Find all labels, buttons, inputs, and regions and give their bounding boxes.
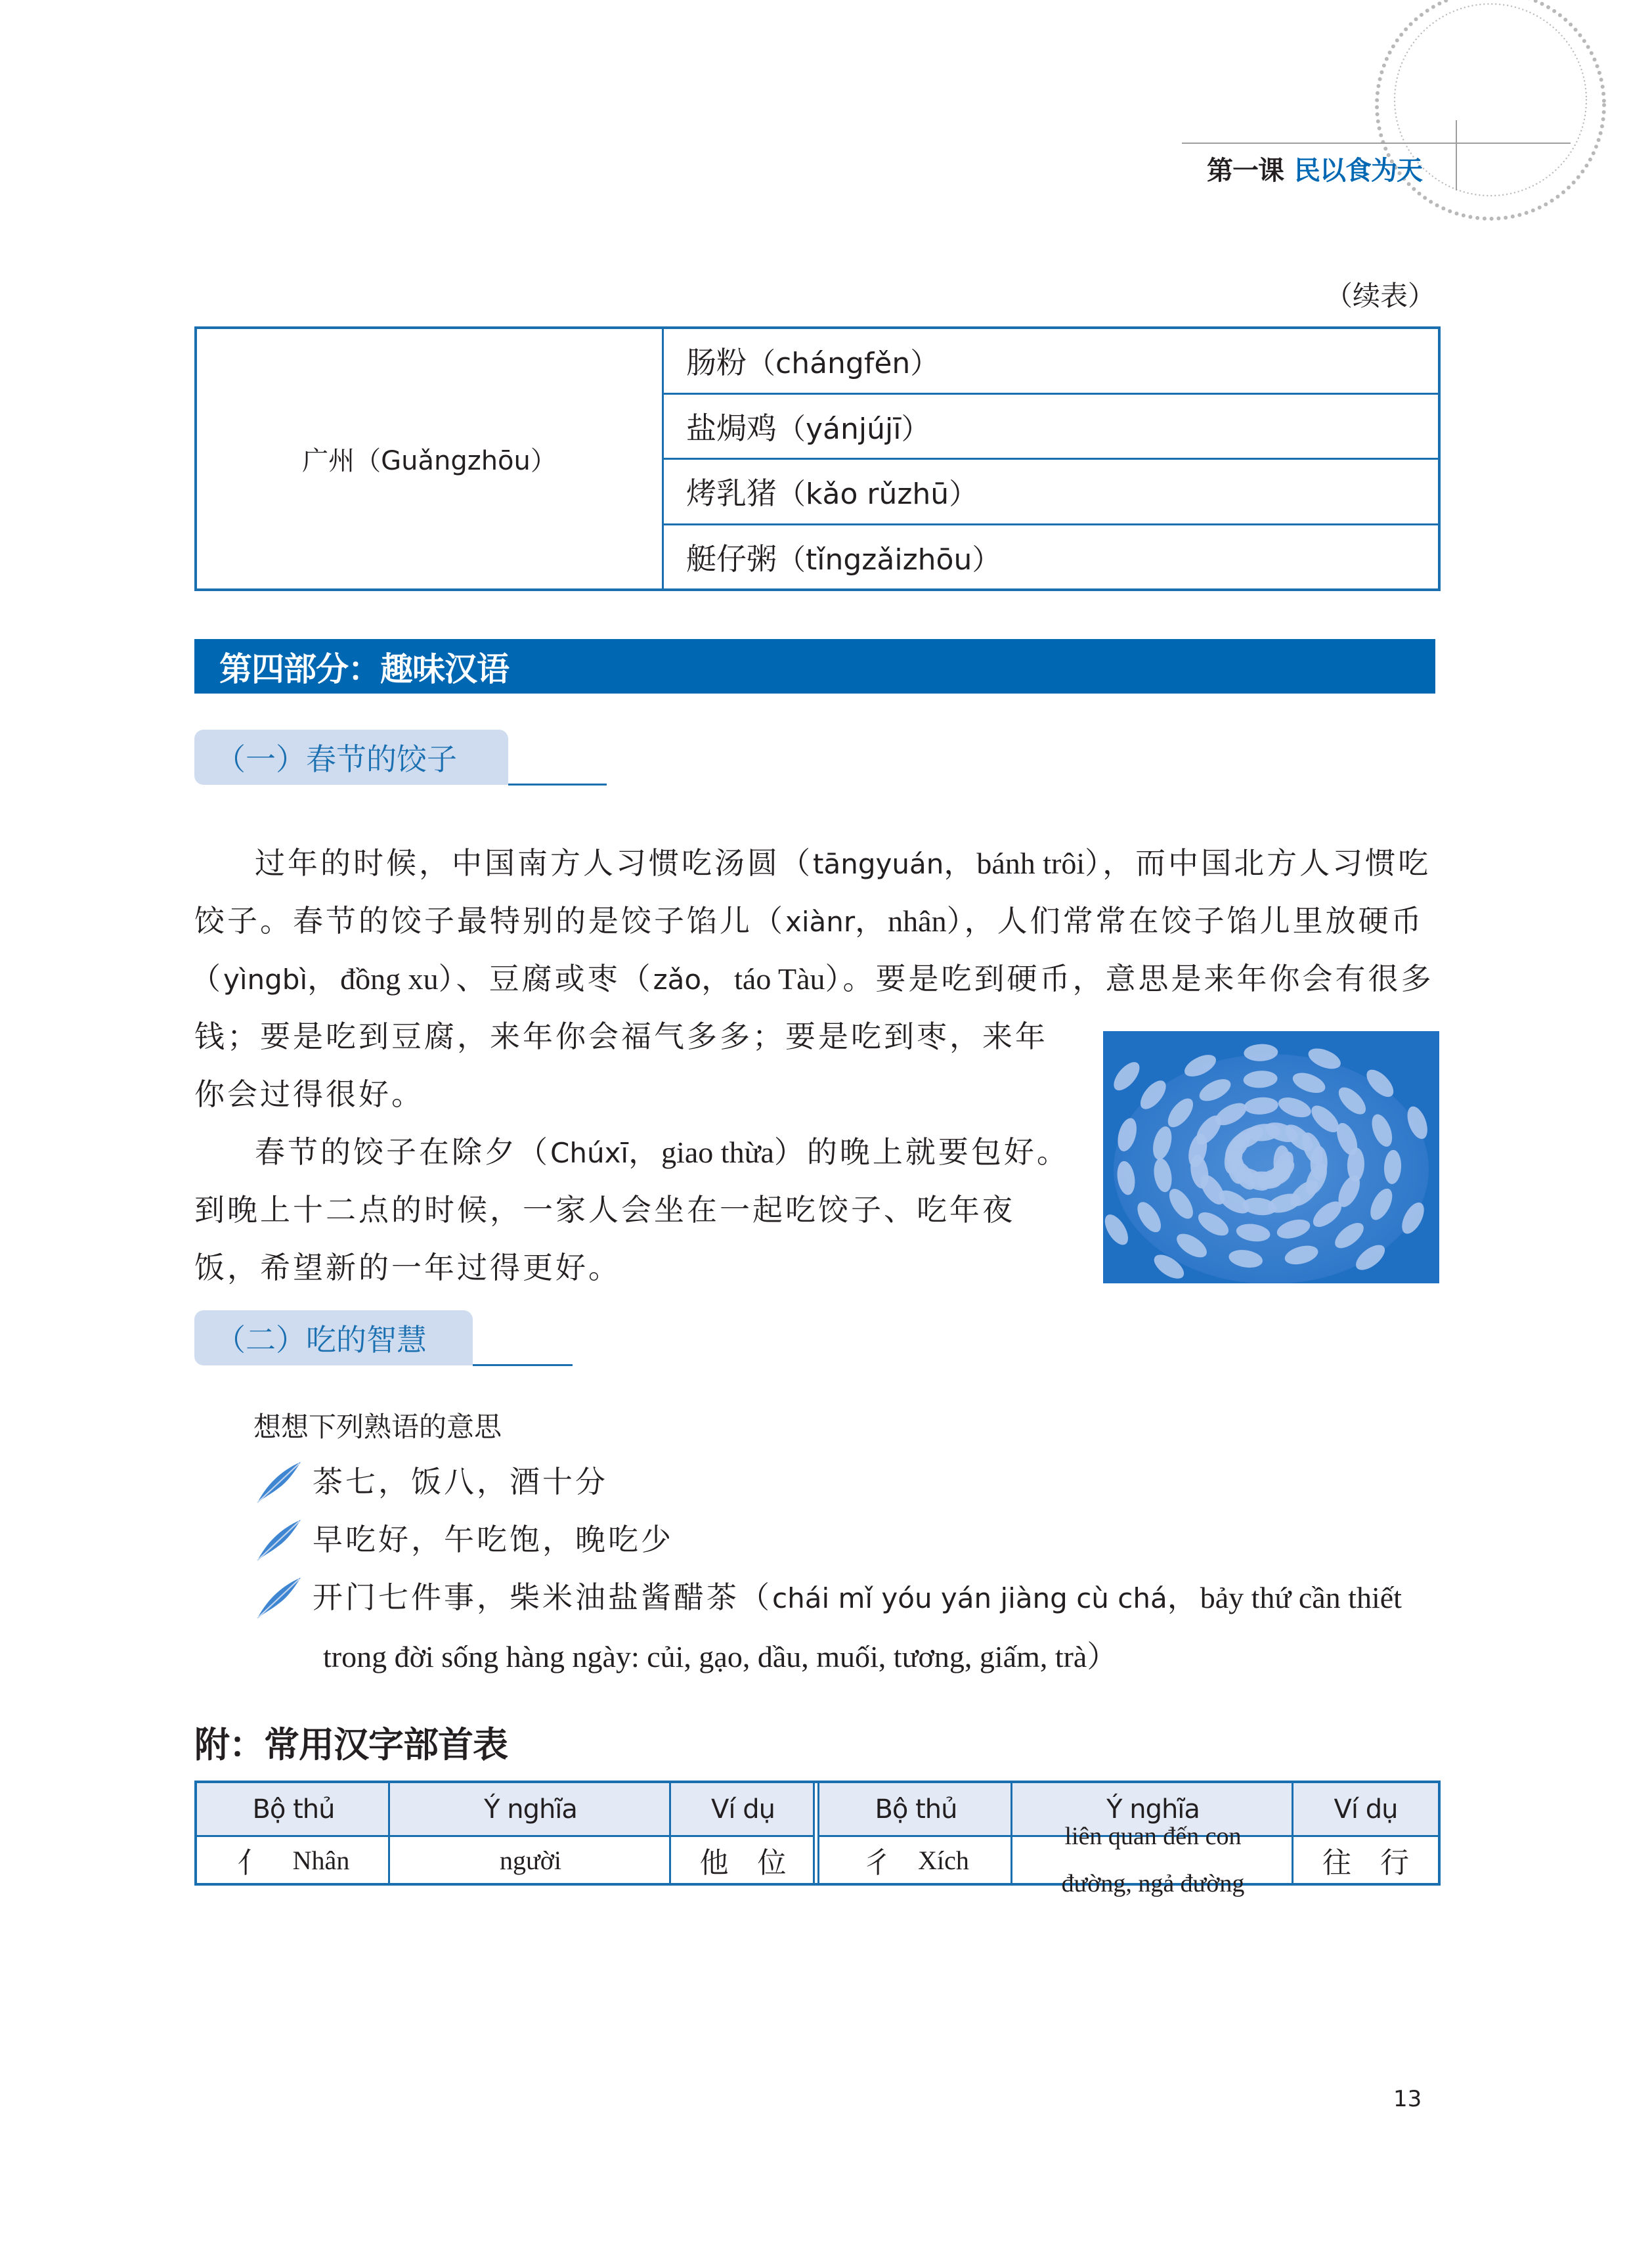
subsection-tab-1 [194,730,508,785]
dish-row [664,460,1438,525]
radical-cell [819,1837,1012,1883]
feather-bullet-icon [253,1517,306,1563]
radical-glyph: 亻 [237,1846,267,1880]
header-decoration [0,0,1652,236]
dish-row [664,525,1438,589]
dumplings-photo [1103,1031,1439,1283]
dish-name: 艇仔粥 [686,541,777,577]
idiom-item [253,1517,674,1566]
city-name: 广州 [302,446,355,476]
idiom-text: 茶七，饭八，酒十分 [313,1464,608,1499]
paragraph-line: 你会过得很好。 [194,1076,424,1112]
lesson-title: 民以食为天 [1294,156,1422,186]
subsection-underline [508,784,607,786]
dish-name: 盐焗鸡 [686,410,777,446]
idiom-text: 开门七件事，柴米油盐酱醋茶（chái mǐ yóu yán jiàng cù chá，bảy thứ cần thiết [313,1580,1402,1615]
feather-bullet-icon [253,1575,306,1621]
column-divider [1292,1783,1293,1883]
dish-pinyin: （tǐngzǎizhōu） [777,542,1001,577]
examples-cell: 他 位 [699,1846,787,1880]
idiom-item [253,1459,608,1508]
section-title: 第四部分：趣味汉语 [219,650,509,688]
column-divider [669,1783,671,1883]
page-number: 13 [1393,2086,1422,2112]
dish-pinyin: （kǎo rǔzhū） [777,477,978,512]
dish-row [664,329,1438,395]
meaning-cell: liên quan đến con đường, ngả đường [1061,1823,1245,1897]
feather-bullet-icon [253,1459,306,1505]
paragraph-line: 饭，希望新的一年过得更好。 [194,1250,621,1285]
city-pinyin: （Guǎngzhōu） [355,446,557,476]
paragraph-line: 到晚上十二点的时候，一家人会坐在一起吃饺子、吃年夜 [194,1192,1015,1228]
column-divider [1011,1783,1012,1883]
radical-table [194,1781,1441,1897]
appendix-title: 附：常用汉字部首表 [194,1724,508,1765]
city-cell [197,329,664,588]
dumplings-illustration [1103,1031,1439,1283]
column-divider [388,1783,390,1883]
dish-name: 烤乳猪 [686,476,777,512]
paragraph-line: 饺子。春节的饺子最特别的是饺子馅儿（xiànr，nhân），人们常常在饺子馅儿里放硬币 [194,903,1424,939]
paragraph-line: 春节的饺子在除夕（Chúxī，giao thừa）的晚上就要包好。 [255,1134,1070,1170]
dish-pinyin: （yánjújī） [777,412,930,446]
inner-dotted-circle [1395,4,1586,196]
examples-cell: 往 行 [1322,1846,1409,1880]
table-header-cell: Bộ thủ [197,1783,390,1837]
radical-name: Nhân [292,1845,350,1875]
table-header-cell: Bộ thủ [819,1783,1012,1837]
idiom-text: 早吃好，午吃饱，晚吃少 [313,1522,674,1557]
lesson-number: 第一课 [1207,156,1284,186]
dish-name: 肠粉 [686,345,747,381]
column-divider [813,1783,815,1883]
column-divider [817,1783,819,1883]
meaning-cell: người [500,1845,561,1875]
paragraph-line: 过年的时候，中国南方人习惯吃汤圆（tāngyuán，bánh trôi），而中国北方人习惯吃 [255,845,1431,881]
radical-cell [197,1837,390,1883]
table-header-cell: Ý nghĩa [390,1783,671,1837]
dish-row [664,395,1438,460]
paragraph-line: 钱；要是吃到豆腐，来年你会福气多多；要是吃到枣，来年 [194,1019,1048,1054]
subsection-underline [473,1364,573,1366]
lesson-header [1207,150,1422,187]
subsection-title: （二）吃的智慧 [215,1322,427,1358]
table-header-cell: Ví dụ [1293,1783,1438,1837]
idiom-continuation: trong đời sống hàng ngày: củi, gạo, dầu, muối, tương, giấm, trà） [323,1640,1118,1673]
subsection-tab-2 [194,1310,473,1365]
radical-name: Xích [918,1845,969,1875]
city-dish-table [194,326,1441,591]
section-heading-bar [194,639,1435,694]
idiom-item [253,1575,1402,1625]
dish-pinyin: （chángfěn） [747,347,940,381]
table-header-cell: Ví dụ [671,1783,815,1837]
idiom-prompt: 想想下列熟语的意思 [253,1411,502,1443]
continued-table-label: （续表） [1325,280,1436,312]
paragraph-line: （yìngbì，đồng xu）、豆腐或枣（zǎo，táo Tàu）。要是吃到硬币，意思是来年你会有很多 [190,961,1434,996]
table-header-cell: Ý nghĩa [1012,1783,1293,1837]
radical-glyph: 彳 [863,1846,892,1880]
subsection-title: （一）春节的饺子 [215,742,457,777]
